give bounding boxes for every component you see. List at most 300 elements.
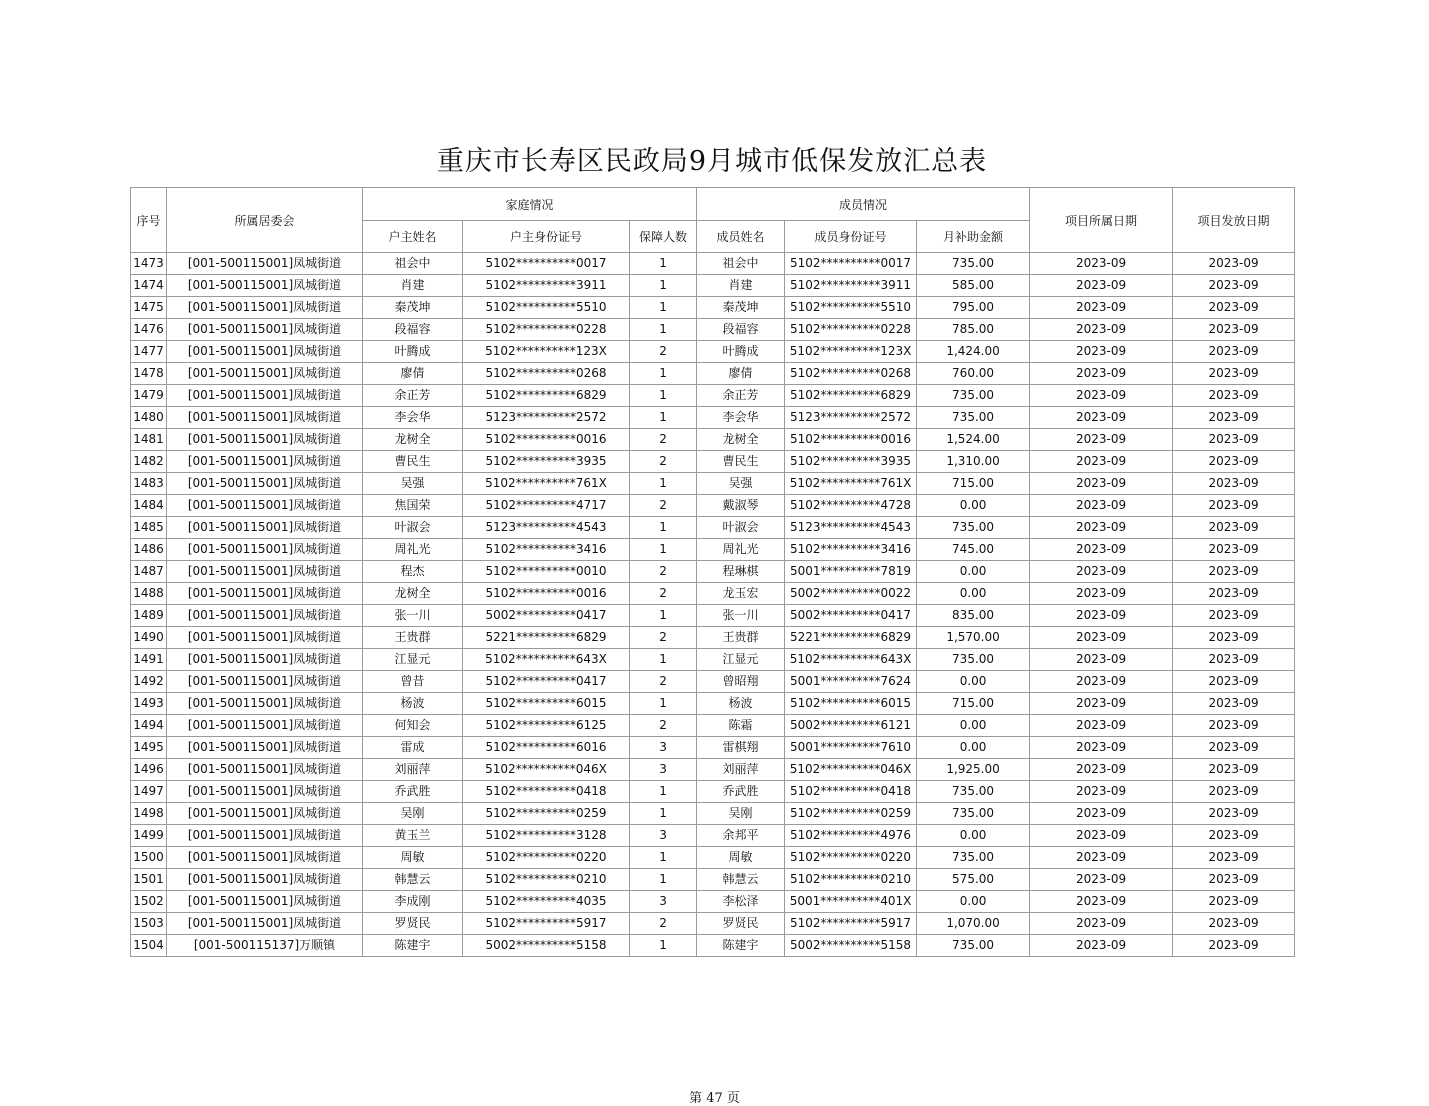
cell-member-name: 龙玉宏 — [697, 583, 785, 605]
cell-seq: 1475 — [131, 297, 167, 319]
cell-head-id: 5102**********5510 — [463, 297, 630, 319]
cell-release-date: 2023-09 — [1173, 847, 1295, 869]
cell-amount: 715.00 — [917, 473, 1030, 495]
cell-amount: 785.00 — [917, 319, 1030, 341]
cell-member-name: 罗贤民 — [697, 913, 785, 935]
cell-head-id: 5102**********6016 — [463, 737, 630, 759]
cell-project-date: 2023-09 — [1030, 847, 1173, 869]
cell-project-date: 2023-09 — [1030, 561, 1173, 583]
header-member-group: 成员情况 — [697, 188, 1030, 221]
cell-head-id: 5102**********0228 — [463, 319, 630, 341]
header-head-name: 户主姓名 — [363, 221, 463, 253]
cell-member-id: 5123**********2572 — [785, 407, 917, 429]
cell-persons: 1 — [630, 781, 697, 803]
cell-seq: 1488 — [131, 583, 167, 605]
table-row — [131, 407, 1295, 429]
cell-persons: 1 — [630, 253, 697, 275]
cell-head-id: 5102**********5917 — [463, 913, 630, 935]
cell-project-date: 2023-09 — [1030, 297, 1173, 319]
cell-head-id: 5102**********0268 — [463, 363, 630, 385]
cell-amount: 735.00 — [917, 649, 1030, 671]
cell-release-date: 2023-09 — [1173, 429, 1295, 451]
cell-persons: 1 — [630, 803, 697, 825]
cell-persons: 1 — [630, 605, 697, 627]
cell-seq: 1498 — [131, 803, 167, 825]
cell-member-name: 叶腾成 — [697, 341, 785, 363]
cell-member-name: 曾昭翔 — [697, 671, 785, 693]
cell-committee: [001-500115001]凤城街道 — [167, 869, 363, 891]
cell-head-name: 李会华 — [363, 407, 463, 429]
cell-member-id: 5123**********4543 — [785, 517, 917, 539]
cell-head-name: 曾昔 — [363, 671, 463, 693]
cell-amount: 735.00 — [917, 803, 1030, 825]
cell-head-id: 5102**********6015 — [463, 693, 630, 715]
cell-member-name: 叶淑会 — [697, 517, 785, 539]
cell-member-id: 5001**********7624 — [785, 671, 917, 693]
cell-member-name: 李松泽 — [697, 891, 785, 913]
cell-persons: 1 — [630, 693, 697, 715]
cell-release-date: 2023-09 — [1173, 385, 1295, 407]
cell-release-date: 2023-09 — [1173, 781, 1295, 803]
cell-member-name: 廖倩 — [697, 363, 785, 385]
cell-persons: 1 — [630, 935, 697, 957]
cell-member-id: 5102**********5917 — [785, 913, 917, 935]
cell-seq: 1491 — [131, 649, 167, 671]
cell-committee: [001-500115001]凤城街道 — [167, 495, 363, 517]
table-row — [131, 517, 1295, 539]
cell-member-id: 5102**********761X — [785, 473, 917, 495]
cell-persons: 1 — [630, 363, 697, 385]
cell-amount: 715.00 — [917, 693, 1030, 715]
cell-member-name: 祖会中 — [697, 253, 785, 275]
cell-member-id: 5102**********3935 — [785, 451, 917, 473]
cell-seq: 1503 — [131, 913, 167, 935]
cell-release-date: 2023-09 — [1173, 759, 1295, 781]
cell-amount: 735.00 — [917, 407, 1030, 429]
cell-head-name: 程杰 — [363, 561, 463, 583]
cell-member-id: 5102**********046X — [785, 759, 917, 781]
cell-amount: 735.00 — [917, 847, 1030, 869]
cell-head-id: 5102**********0010 — [463, 561, 630, 583]
cell-project-date: 2023-09 — [1030, 407, 1173, 429]
cell-amount: 0.00 — [917, 715, 1030, 737]
cell-persons: 1 — [630, 517, 697, 539]
cell-member-id: 5221**********6829 — [785, 627, 917, 649]
cell-release-date: 2023-09 — [1173, 627, 1295, 649]
cell-seq: 1497 — [131, 781, 167, 803]
table-row — [131, 319, 1295, 341]
cell-seq: 1502 — [131, 891, 167, 913]
cell-member-name: 余邦平 — [697, 825, 785, 847]
cell-release-date: 2023-09 — [1173, 275, 1295, 297]
cell-persons: 1 — [630, 407, 697, 429]
cell-committee: [001-500115001]凤城街道 — [167, 825, 363, 847]
cell-head-name: 韩慧云 — [363, 869, 463, 891]
cell-member-id: 5001**********7819 — [785, 561, 917, 583]
cell-release-date: 2023-09 — [1173, 451, 1295, 473]
cell-member-id: 5102**********643X — [785, 649, 917, 671]
cell-persons: 2 — [630, 341, 697, 363]
cell-seq: 1482 — [131, 451, 167, 473]
cell-committee: [001-500115001]凤城街道 — [167, 759, 363, 781]
cell-project-date: 2023-09 — [1030, 825, 1173, 847]
cell-persons: 2 — [630, 913, 697, 935]
cell-member-id: 5102**********0268 — [785, 363, 917, 385]
cell-member-name: 李会华 — [697, 407, 785, 429]
cell-project-date: 2023-09 — [1030, 671, 1173, 693]
cell-persons: 1 — [630, 847, 697, 869]
cell-project-date: 2023-09 — [1030, 363, 1173, 385]
page-number: 第 47 页 — [689, 1091, 740, 1106]
cell-amount: 1,424.00 — [917, 341, 1030, 363]
cell-head-name: 陈建宇 — [363, 935, 463, 957]
header-committee: 所属居委会 — [167, 188, 363, 253]
header-member-name: 成员姓名 — [697, 221, 785, 253]
header-amount: 月补助金额 — [917, 221, 1030, 253]
cell-project-date: 2023-09 — [1030, 715, 1173, 737]
cell-head-id: 5102**********0418 — [463, 781, 630, 803]
cell-head-name: 肖建 — [363, 275, 463, 297]
cell-member-name: 戴淑琴 — [697, 495, 785, 517]
cell-seq: 1481 — [131, 429, 167, 451]
cell-amount: 0.00 — [917, 561, 1030, 583]
cell-amount: 735.00 — [917, 935, 1030, 957]
cell-member-id: 5102**********123X — [785, 341, 917, 363]
table-row — [131, 737, 1295, 759]
cell-project-date: 2023-09 — [1030, 913, 1173, 935]
cell-amount: 735.00 — [917, 385, 1030, 407]
cell-member-id: 5102**********0210 — [785, 869, 917, 891]
table-row — [131, 297, 1295, 319]
cell-committee: [001-500115001]凤城街道 — [167, 253, 363, 275]
table-row — [131, 473, 1295, 495]
cell-head-name: 叶腾成 — [363, 341, 463, 363]
cell-member-name: 王贵群 — [697, 627, 785, 649]
cell-persons: 1 — [630, 869, 697, 891]
cell-head-id: 5102**********643X — [463, 649, 630, 671]
cell-head-name: 叶淑会 — [363, 517, 463, 539]
cell-release-date: 2023-09 — [1173, 253, 1295, 275]
cell-amount: 585.00 — [917, 275, 1030, 297]
cell-head-name: 乔武胜 — [363, 781, 463, 803]
cell-amount: 0.00 — [917, 495, 1030, 517]
cell-committee: [001-500115001]凤城街道 — [167, 407, 363, 429]
cell-seq: 1474 — [131, 275, 167, 297]
table-row — [131, 495, 1295, 517]
cell-head-name: 吴刚 — [363, 803, 463, 825]
cell-amount: 1,570.00 — [917, 627, 1030, 649]
cell-persons: 3 — [630, 891, 697, 913]
cell-head-id: 5102**********3128 — [463, 825, 630, 847]
cell-head-name: 何知会 — [363, 715, 463, 737]
table-row — [131, 803, 1295, 825]
cell-persons: 2 — [630, 715, 697, 737]
cell-head-name: 杨波 — [363, 693, 463, 715]
cell-project-date: 2023-09 — [1030, 935, 1173, 957]
cell-persons: 1 — [630, 539, 697, 561]
cell-persons: 1 — [630, 649, 697, 671]
cell-head-name: 黄玉兰 — [363, 825, 463, 847]
table-row — [131, 561, 1295, 583]
table-row — [131, 693, 1295, 715]
cell-seq: 1478 — [131, 363, 167, 385]
cell-member-name: 刘丽萍 — [697, 759, 785, 781]
cell-member-name: 乔武胜 — [697, 781, 785, 803]
cell-project-date: 2023-09 — [1030, 451, 1173, 473]
allowance-summary-table — [130, 187, 1295, 957]
cell-persons: 1 — [630, 275, 697, 297]
cell-persons: 1 — [630, 473, 697, 495]
cell-member-name: 曹民生 — [697, 451, 785, 473]
cell-seq: 1489 — [131, 605, 167, 627]
table-row — [131, 341, 1295, 363]
cell-member-name: 江显元 — [697, 649, 785, 671]
cell-amount: 745.00 — [917, 539, 1030, 561]
cell-project-date: 2023-09 — [1030, 759, 1173, 781]
cell-committee: [001-500115001]凤城街道 — [167, 847, 363, 869]
cell-member-name: 吴强 — [697, 473, 785, 495]
cell-seq: 1499 — [131, 825, 167, 847]
cell-release-date: 2023-09 — [1173, 583, 1295, 605]
cell-amount: 795.00 — [917, 297, 1030, 319]
cell-head-name: 张一川 — [363, 605, 463, 627]
cell-seq: 1495 — [131, 737, 167, 759]
cell-member-name: 吴刚 — [697, 803, 785, 825]
cell-head-name: 龙树全 — [363, 583, 463, 605]
cell-release-date: 2023-09 — [1173, 473, 1295, 495]
header-head-id: 户主身份证号 — [463, 221, 630, 253]
cell-project-date: 2023-09 — [1030, 517, 1173, 539]
cell-committee: [001-500115001]凤城街道 — [167, 913, 363, 935]
cell-seq: 1480 — [131, 407, 167, 429]
cell-head-id: 5102**********0259 — [463, 803, 630, 825]
cell-member-name: 段福容 — [697, 319, 785, 341]
cell-release-date: 2023-09 — [1173, 803, 1295, 825]
cell-project-date: 2023-09 — [1030, 275, 1173, 297]
cell-release-date: 2023-09 — [1173, 517, 1295, 539]
cell-head-name: 焦国荣 — [363, 495, 463, 517]
cell-persons: 2 — [630, 583, 697, 605]
cell-member-name: 周礼光 — [697, 539, 785, 561]
cell-seq: 1496 — [131, 759, 167, 781]
table-row — [131, 913, 1295, 935]
cell-member-id: 5102**********5510 — [785, 297, 917, 319]
cell-committee: [001-500115001]凤城街道 — [167, 297, 363, 319]
cell-member-id: 5102**********4976 — [785, 825, 917, 847]
cell-head-id: 5102**********0017 — [463, 253, 630, 275]
cell-member-id: 5102**********0228 — [785, 319, 917, 341]
cell-head-name: 秦茂坤 — [363, 297, 463, 319]
cell-head-name: 廖倩 — [363, 363, 463, 385]
table-row — [131, 715, 1295, 737]
table-row — [131, 275, 1295, 297]
cell-persons: 2 — [630, 451, 697, 473]
cell-amount: 1,070.00 — [917, 913, 1030, 935]
cell-release-date: 2023-09 — [1173, 737, 1295, 759]
cell-committee: [001-500115001]凤城街道 — [167, 341, 363, 363]
cell-head-name: 雷成 — [363, 737, 463, 759]
cell-seq: 1500 — [131, 847, 167, 869]
cell-project-date: 2023-09 — [1030, 583, 1173, 605]
cell-persons: 1 — [630, 385, 697, 407]
cell-release-date: 2023-09 — [1173, 407, 1295, 429]
cell-head-id: 5221**********6829 — [463, 627, 630, 649]
cell-release-date: 2023-09 — [1173, 671, 1295, 693]
table-row — [131, 627, 1295, 649]
cell-amount: 735.00 — [917, 781, 1030, 803]
cell-head-name: 江显元 — [363, 649, 463, 671]
cell-member-id: 5001**********7610 — [785, 737, 917, 759]
cell-committee: [001-500115001]凤城街道 — [167, 891, 363, 913]
cell-release-date: 2023-09 — [1173, 297, 1295, 319]
cell-committee: [001-500115001]凤城街道 — [167, 517, 363, 539]
cell-member-id: 5102**********6015 — [785, 693, 917, 715]
cell-release-date: 2023-09 — [1173, 363, 1295, 385]
cell-head-id: 5102**********6829 — [463, 385, 630, 407]
cell-seq: 1490 — [131, 627, 167, 649]
cell-persons: 2 — [630, 429, 697, 451]
cell-head-id: 5102**********046X — [463, 759, 630, 781]
table-row — [131, 385, 1295, 407]
cell-head-name: 王贵群 — [363, 627, 463, 649]
cell-seq: 1501 — [131, 869, 167, 891]
table-row — [131, 253, 1295, 275]
table-row — [131, 781, 1295, 803]
cell-head-name: 段福容 — [363, 319, 463, 341]
cell-amount: 735.00 — [917, 253, 1030, 275]
cell-release-date: 2023-09 — [1173, 693, 1295, 715]
cell-head-id: 5102**********0220 — [463, 847, 630, 869]
cell-member-id: 5102**********0259 — [785, 803, 917, 825]
cell-amount: 835.00 — [917, 605, 1030, 627]
cell-persons: 1 — [630, 319, 697, 341]
table-row — [131, 429, 1295, 451]
cell-member-id: 5002**********6121 — [785, 715, 917, 737]
cell-committee: [001-500115001]凤城街道 — [167, 627, 363, 649]
cell-persons: 2 — [630, 671, 697, 693]
cell-amount: 0.00 — [917, 583, 1030, 605]
cell-member-name: 肖建 — [697, 275, 785, 297]
cell-member-id: 5102**********0220 — [785, 847, 917, 869]
cell-seq: 1493 — [131, 693, 167, 715]
cell-seq: 1483 — [131, 473, 167, 495]
cell-committee: [001-500115001]凤城街道 — [167, 429, 363, 451]
cell-release-date: 2023-09 — [1173, 495, 1295, 517]
cell-member-name: 雷棋翔 — [697, 737, 785, 759]
cell-project-date: 2023-09 — [1030, 891, 1173, 913]
cell-head-id: 5102**********3416 — [463, 539, 630, 561]
cell-head-id: 5002**********0417 — [463, 605, 630, 627]
cell-head-id: 5102**********0210 — [463, 869, 630, 891]
table-row — [131, 869, 1295, 891]
cell-release-date: 2023-09 — [1173, 935, 1295, 957]
table-row — [131, 605, 1295, 627]
cell-release-date: 2023-09 — [1173, 715, 1295, 737]
cell-head-name: 吴强 — [363, 473, 463, 495]
cell-committee: [001-500115001]凤城街道 — [167, 363, 363, 385]
cell-head-id: 5123**********4543 — [463, 517, 630, 539]
cell-member-id: 5001**********401X — [785, 891, 917, 913]
cell-head-name: 余正芳 — [363, 385, 463, 407]
header-member-id: 成员身份证号 — [785, 221, 917, 253]
cell-amount: 575.00 — [917, 869, 1030, 891]
cell-committee: [001-500115001]凤城街道 — [167, 319, 363, 341]
cell-head-name: 刘丽萍 — [363, 759, 463, 781]
table-row — [131, 451, 1295, 473]
table-row — [131, 759, 1295, 781]
cell-head-id: 5102**********0016 — [463, 429, 630, 451]
cell-committee: [001-500115001]凤城街道 — [167, 561, 363, 583]
cell-committee: [001-500115001]凤城街道 — [167, 385, 363, 407]
cell-member-name: 余正芳 — [697, 385, 785, 407]
table-row — [131, 539, 1295, 561]
cell-member-name: 张一川 — [697, 605, 785, 627]
cell-head-id: 5123**********2572 — [463, 407, 630, 429]
cell-committee: [001-500115001]凤城街道 — [167, 275, 363, 297]
cell-member-name: 龙树全 — [697, 429, 785, 451]
cell-committee: [001-500115001]凤城街道 — [167, 605, 363, 627]
cell-project-date: 2023-09 — [1030, 693, 1173, 715]
cell-persons: 2 — [630, 561, 697, 583]
cell-project-date: 2023-09 — [1030, 495, 1173, 517]
cell-head-id: 5102**********0016 — [463, 583, 630, 605]
cell-seq: 1479 — [131, 385, 167, 407]
cell-persons: 2 — [630, 627, 697, 649]
cell-seq: 1492 — [131, 671, 167, 693]
cell-head-name: 周礼光 — [363, 539, 463, 561]
cell-committee: [001-500115001]凤城街道 — [167, 781, 363, 803]
cell-committee: [001-500115001]凤城街道 — [167, 473, 363, 495]
cell-head-name: 罗贤民 — [363, 913, 463, 935]
cell-amount: 1,524.00 — [917, 429, 1030, 451]
cell-member-name: 陈霜 — [697, 715, 785, 737]
cell-committee: [001-500115001]凤城街道 — [167, 693, 363, 715]
cell-member-name: 秦茂坤 — [697, 297, 785, 319]
cell-seq: 1504 — [131, 935, 167, 957]
cell-release-date: 2023-09 — [1173, 891, 1295, 913]
cell-project-date: 2023-09 — [1030, 341, 1173, 363]
cell-release-date: 2023-09 — [1173, 913, 1295, 935]
cell-persons: 3 — [630, 759, 697, 781]
cell-member-id: 5102**********0017 — [785, 253, 917, 275]
cell-committee: [001-500115001]凤城街道 — [167, 715, 363, 737]
cell-head-id: 5102**********123X — [463, 341, 630, 363]
cell-committee: [001-500115001]凤城街道 — [167, 671, 363, 693]
cell-project-date: 2023-09 — [1030, 605, 1173, 627]
cell-head-name: 龙树全 — [363, 429, 463, 451]
cell-member-name: 杨波 — [697, 693, 785, 715]
header-seq: 序号 — [131, 188, 167, 253]
cell-head-id: 5102**********0417 — [463, 671, 630, 693]
cell-project-date: 2023-09 — [1030, 319, 1173, 341]
table-row — [131, 847, 1295, 869]
cell-project-date: 2023-09 — [1030, 627, 1173, 649]
header-project-date: 项目所属日期 — [1030, 188, 1173, 253]
cell-persons: 2 — [630, 495, 697, 517]
table-row — [131, 825, 1295, 847]
table-row — [131, 671, 1295, 693]
table-row — [131, 935, 1295, 957]
table-body — [131, 253, 1295, 957]
cell-head-name: 周敏 — [363, 847, 463, 869]
cell-committee: [001-500115001]凤城街道 — [167, 803, 363, 825]
cell-head-id: 5102**********3911 — [463, 275, 630, 297]
cell-amount: 0.00 — [917, 737, 1030, 759]
cell-release-date: 2023-09 — [1173, 649, 1295, 671]
cell-project-date: 2023-09 — [1030, 869, 1173, 891]
cell-amount: 0.00 — [917, 825, 1030, 847]
cell-amount: 760.00 — [917, 363, 1030, 385]
